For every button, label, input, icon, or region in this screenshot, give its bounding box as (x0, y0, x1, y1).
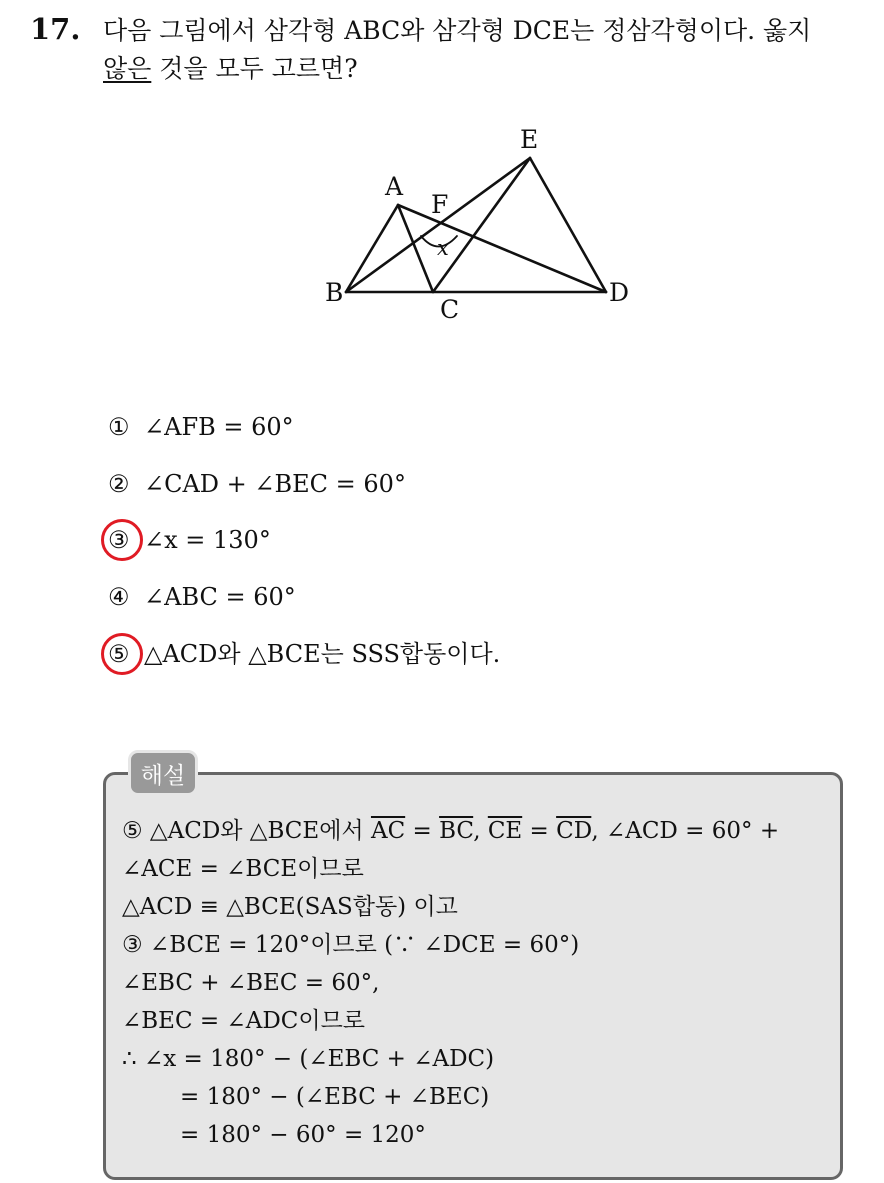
question-line-1: 다음 그림에서 삼각형 ABC와 삼각형 DCE는 정삼각형이다. 옳지 (103, 16, 812, 45)
choice-2-text: ∠CAD + ∠BEC = 60° (144, 470, 406, 498)
choice-2[interactable] (108, 469, 406, 499)
label-d: D (609, 278, 630, 307)
label-b: B (325, 278, 344, 307)
question-text (103, 12, 873, 88)
choice-4-number: ④ (108, 583, 130, 611)
choice-1[interactable] (108, 412, 294, 442)
comma: , (473, 818, 488, 844)
solution-line-1 (122, 812, 837, 850)
label-a: A (385, 172, 404, 201)
segment-ce-label: $\overline{CE}$ (487, 818, 523, 844)
triangle-figure (300, 115, 650, 330)
segment-bc-label: $\overline{BC}$ (439, 818, 474, 844)
choice-5-number: ⑤ (108, 640, 130, 668)
solution-line-2: ∠ACE = ∠BCE이므로 (122, 856, 364, 882)
segment-ad (398, 205, 606, 292)
choice-3-number: ③ (108, 526, 130, 554)
segment-ab (346, 205, 398, 292)
label-c: C (440, 295, 460, 324)
choice-3-text: ∠x = 130° (144, 526, 271, 554)
solution-tag: 해설 (128, 750, 198, 796)
solution-line-8: = 180° − (∠EBC + ∠BEC) (180, 1084, 490, 1110)
question-line-2-rest: 것을 모두 고르면? (151, 54, 358, 83)
solution-line-1-start: ⑤ △ACD와 △BCE에서 (122, 818, 371, 844)
equals-1: = (405, 818, 440, 844)
label-f: F (431, 190, 449, 219)
choice-4-text: ∠ABC = 60° (144, 583, 296, 611)
choice-1-text: ∠AFB = 60° (144, 413, 294, 441)
solution-line-5: ∠EBC + ∠BEC = 60°, (122, 970, 380, 996)
segment-de (530, 158, 606, 292)
segment-cd-label: $\overline{CD}$ (556, 818, 592, 844)
segment-ac-label: $\overline{AC}$ (370, 818, 406, 844)
solution-text (122, 812, 837, 1154)
segment-be (346, 158, 530, 292)
underlined-word: 않은 (103, 54, 152, 83)
choice-5-text: △ACD와 △BCE는 SSS합동이다. (144, 640, 501, 668)
question-number: 17. (30, 12, 81, 46)
label-x: x (437, 236, 449, 260)
solution-line-3: △ACD ≡ △BCE(SAS합동) 이고 (122, 894, 458, 920)
solution-line-7: ∴ ∠x = 180° − (∠EBC + ∠ADC) (122, 1046, 495, 1072)
equals-2: = (522, 818, 557, 844)
choice-2-number: ② (108, 470, 130, 498)
label-e: E (520, 125, 539, 154)
question-line-2 (103, 50, 873, 88)
choice-1-number: ① (108, 413, 130, 441)
solution-line-9: = 180° − 60° = 120° (180, 1122, 426, 1148)
solution-line-1-end: , ∠ACD = 60° + (591, 818, 780, 844)
solution-line-6: ∠BEC = ∠ADC이므로 (122, 1008, 366, 1034)
solution-line-4: ③ ∠BCE = 120°이므로 (∵ ∠DCE = 60°) (122, 932, 580, 958)
choice-5[interactable] (108, 639, 500, 669)
answer-circle-mark-5 (101, 633, 143, 675)
choice-4[interactable] (108, 582, 296, 612)
answer-circle-mark-3 (101, 519, 143, 561)
